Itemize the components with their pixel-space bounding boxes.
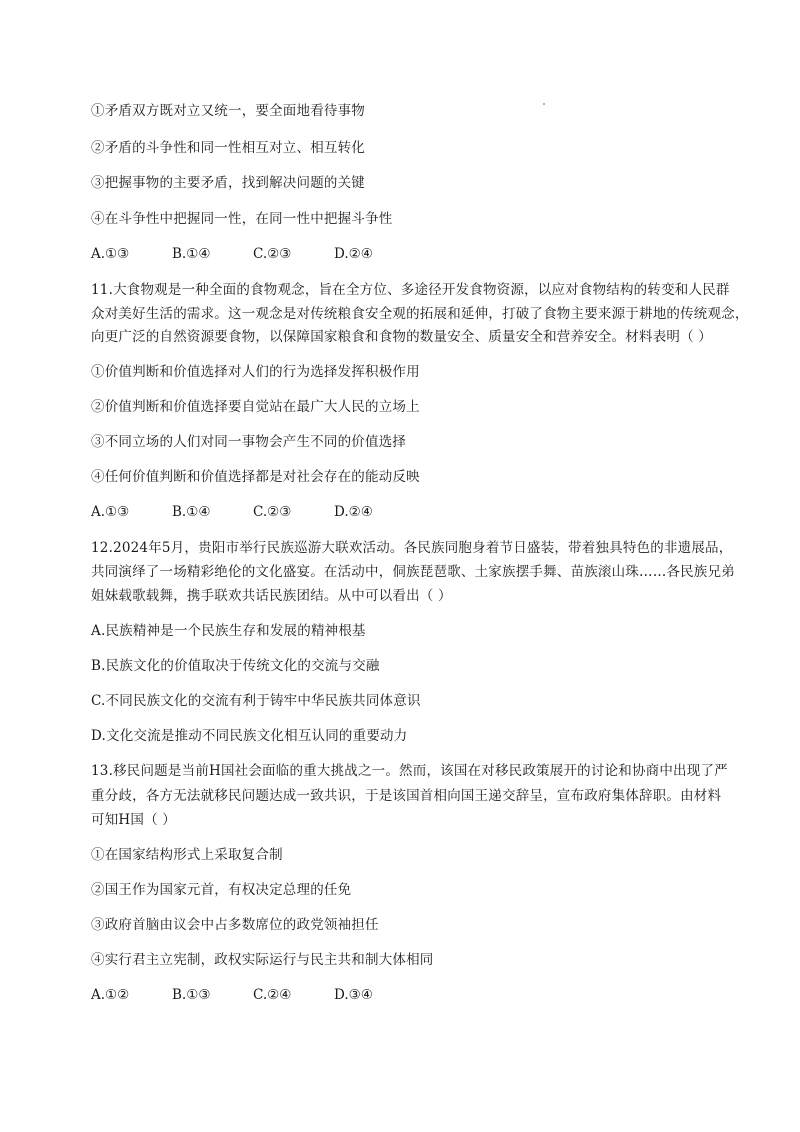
q11-option-4: ④任何价值判断和价值选择都是对社会存在的能动反映: [91, 469, 420, 485]
q10-choice-b: B.①④: [172, 246, 211, 262]
q12-option-b: B.民族文化的价值取决于传统文化的交流与交融: [91, 658, 380, 674]
q13-stem-line-3: 可知H国（ ）: [91, 812, 176, 828]
q13-option-3: ③政府首脑由议会中占多数席位的政党领袖担任: [91, 917, 379, 933]
q10-choice-a: A.①③: [91, 246, 130, 262]
q12-stem-line-1: 12.2024年5月，贵阳市举行民族巡游大联欢活动。各民族同胞身着节日盛装，带着独具特色的非遗展品，: [91, 540, 733, 556]
q12-option-c: C.不同民族文化的交流有利于铸牢中华民族共同体意识: [91, 693, 421, 709]
q11-stem-line-1: 11.大食物观是一种全面的食物观念，旨在全方位、多途径开发食物资源，以应对食物结构的转变和人民群: [91, 282, 730, 298]
q13-option-2: ②国王作为国家元首，有权决定总理的任免: [91, 882, 352, 898]
q12-option-a: A.民族精神是一个民族生存和发展的精神根基: [91, 623, 366, 639]
q11-option-2: ②价值判断和价值选择要自觉站在最广大人民的立场上: [91, 399, 420, 415]
q10-choice-d: D.②④: [334, 246, 373, 262]
q10-option-1: ①矛盾双方既对立又统一，要全面地看待事物: [91, 103, 365, 119]
q11-choice-c: C.②③: [253, 504, 292, 520]
q11-option-3: ③不同立场的人们对同一事物会产生不同的价值选择: [91, 434, 407, 450]
q11-option-1: ①价值判断和价值选择对人们的行为选择发挥积极作用: [91, 364, 420, 380]
q11-stem-line-3: 向更广泛的自然资源要食物，以保障国家粮食和食物的数量安全、质量安全和营养安全。材料表明（ ）: [91, 329, 712, 345]
q10-option-2: ②矛盾的斗争性和同一性相互对立、相互转化: [91, 140, 365, 156]
q13-stem-line-1: 13.移民问题是当前H国社会面临的重大挑战之一。然而，该国在对移民政策展开的讨论和协商中出现了严: [91, 763, 728, 779]
q13-choice-c: C.②④: [253, 987, 292, 1003]
q10-option-4: ④在斗争性中把握同一性，在同一性中把握斗争性: [91, 211, 393, 227]
q11-choice-d: D.②④: [334, 504, 373, 520]
scan-speck: [543, 103, 545, 105]
q13-choice-d: D.③④: [334, 987, 373, 1003]
q12-option-d: D.文化交流是推动不同民族文化相互认同的重要动力: [91, 728, 408, 744]
q13-choice-b: B.①③: [172, 987, 211, 1003]
q10-choice-c: C.②③: [253, 246, 292, 262]
q10-option-3: ③把握事物的主要矛盾，找到解决问题的关键: [91, 175, 365, 191]
q13-option-4: ④实行君主立宪制，政权实际运行与民主共和制大体相同: [91, 952, 434, 968]
q10-choices: [91, 245, 415, 263]
q11-choices: [91, 503, 415, 521]
q12-stem-line-2: 共同演绎了一场精彩绝伦的文化盛宴。在活动中，侗族琵琶歌、土家族摆手舞、苗族滚山珠……各民族兄弟: [91, 564, 735, 580]
q11-stem-line-2: 众对美好生活的需求。这一观念是对传统粮食安全观的拓展和延伸，打破了食物主要来源于耕地的传统观念，: [91, 306, 749, 322]
q12-stem-line-3: 姐妹载歌载舞，携手联欢共话民族团结。从中可以看出（ ）: [91, 588, 452, 604]
q13-stem-line-2: 重分歧，各方无法就移民问题达成一致共识，于是该国首相向国王递交辞呈，宣布政府集体辞职。由材料: [91, 788, 722, 804]
q11-choice-a: A.①③: [91, 504, 130, 520]
q13-option-1: ①在国家结构形式上采取复合制: [91, 847, 283, 863]
q13-choices: [91, 986, 415, 1004]
q13-choice-a: A.①②: [91, 987, 130, 1003]
q11-choice-b: B.①④: [172, 504, 211, 520]
